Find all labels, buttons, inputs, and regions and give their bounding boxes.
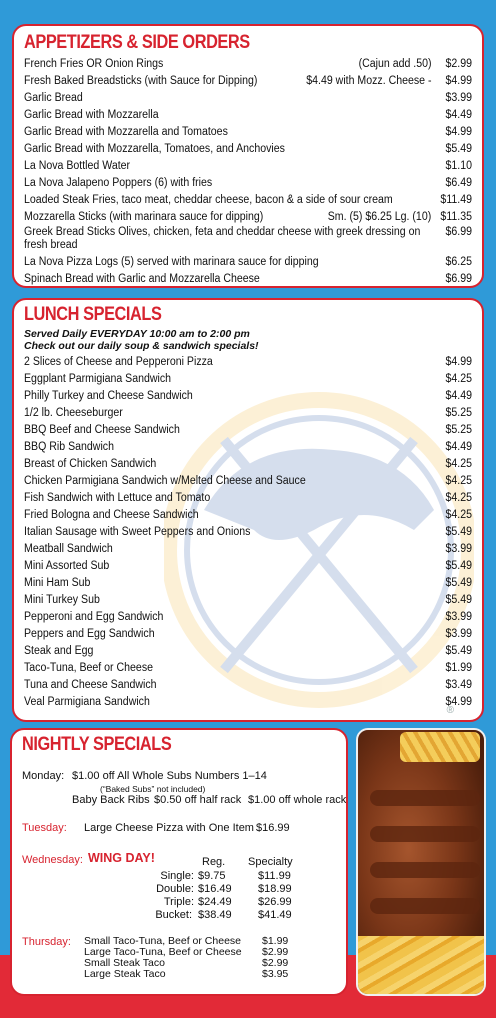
item-name: French Fries OR Onion Rings <box>24 58 164 70</box>
thursday-item: Small Taco-Tuna, Beef or Cheese <box>84 935 241 947</box>
menu-item <box>24 575 472 592</box>
thursday-price: $2.99 <box>262 946 289 958</box>
item-name: Veal Parmigiana Sandwich <box>24 696 150 708</box>
item-price: $5.49 <box>445 577 473 589</box>
item-price: $5.49 <box>445 560 473 572</box>
tuesday-label: Tuesday: <box>22 822 67 834</box>
item-name: Garlic Bread with Mozzarella, Tomatoes, and Anchovies <box>24 143 285 155</box>
menu-item <box>24 271 472 288</box>
item-name: Garlic Bread with Mozzarella and Tomatoes <box>24 126 228 138</box>
menu-item <box>24 226 472 254</box>
menu-item <box>24 192 472 209</box>
lunch-daily-note: Check out our daily soup & sandwich specials! <box>24 340 259 352</box>
item-price: $5.25 <box>445 407 473 419</box>
menu-item <box>24 107 472 124</box>
item-price: $6.99 <box>445 226 473 238</box>
item-name: Breast of Chicken Sandwich <box>24 458 157 470</box>
monday-line: $1.00 off All Whole Subs Numbers 1–14 <box>72 770 267 782</box>
item-price: $4.25 <box>445 373 473 385</box>
wing-specialty-price: $26.99 <box>258 896 292 908</box>
menu-item <box>24 56 472 73</box>
item-name: Chicken Parmigiana Sandwich w/Melted Cheese and Sauce <box>24 475 306 487</box>
item-option: $4.49 with Mozz. Cheese - <box>306 75 432 87</box>
menu-item <box>24 456 472 473</box>
menu-item <box>24 660 472 677</box>
menu-item <box>24 643 472 660</box>
thursday-price: $3.95 <box>262 968 289 980</box>
item-price: $6.49 <box>445 177 473 189</box>
lunch-list <box>24 354 472 711</box>
nightly-panel <box>10 728 348 996</box>
item-price: $4.99 <box>445 75 473 87</box>
item-price: $4.25 <box>445 509 473 521</box>
rib-bone <box>370 862 480 878</box>
tuesday-item: Large Cheese Pizza with One Item <box>84 822 254 834</box>
item-price: $11.35 <box>440 211 473 223</box>
item-name: 2 Slices of Cheese and Pepperoni Pizza <box>24 356 213 368</box>
item-price: $11.49 <box>440 194 473 206</box>
menu-item <box>24 490 472 507</box>
monday-whole-rack: $1.00 off whole rack <box>248 794 347 806</box>
item-name: Mozzarella Sticks (with marinara sauce for dipping) <box>24 211 264 223</box>
menu-item <box>24 473 472 490</box>
item-name: Greek Bread Sticks Olives, chicken, feta and cheddar cheese with greek dressing on fresh bread <box>24 226 421 251</box>
lunch-hours-note: Served Daily EVERYDAY 10:00 am to 2:00 pm <box>24 328 250 340</box>
tuesday-price: $16.99 <box>256 822 290 834</box>
item-name: Mini Ham Sub <box>24 577 91 589</box>
wing-col-specialty: Specialty <box>248 856 293 868</box>
wing-size: Bucket: <box>155 909 192 921</box>
menu-item <box>24 354 472 371</box>
item-price: $3.99 <box>445 543 473 555</box>
menu-item <box>24 694 472 711</box>
item-price: $4.25 <box>445 492 473 504</box>
item-name: Mini Assorted Sub <box>24 560 110 572</box>
monday-note: (“Baked Subs” not included) <box>100 784 206 794</box>
item-price: $6.25 <box>445 256 473 268</box>
menu-item <box>24 141 472 158</box>
item-price: $5.49 <box>445 594 473 606</box>
item-name: Spinach Bread with Garlic and Mozzarella Cheese <box>24 273 260 285</box>
menu-item <box>24 388 472 405</box>
item-price: $5.49 <box>445 143 473 155</box>
lunch-panel <box>12 298 484 722</box>
wing-col-reg: Reg. <box>202 856 226 868</box>
menu-item <box>24 209 472 226</box>
menu-item <box>24 371 472 388</box>
menu-item <box>24 524 472 541</box>
item-name: Steak and Egg <box>24 645 94 657</box>
item-price: $4.99 <box>445 126 473 138</box>
wing-size: Triple: <box>163 896 194 908</box>
appetizers-list <box>24 56 472 288</box>
wing-reg-price: $38.49 <box>198 909 232 921</box>
item-price: $4.49 <box>445 109 473 121</box>
menu-item <box>24 439 472 456</box>
wing-specialty-price: $18.99 <box>258 883 292 895</box>
wing-reg-price: $16.49 <box>198 883 232 895</box>
item-option: Sm. (5) $6.25 Lg. (10) <box>327 211 432 223</box>
wing-specialty-price: $11.99 <box>258 870 291 882</box>
wednesday-label: Wednesday: <box>22 854 83 866</box>
item-name: BBQ Rib Sandwich <box>24 441 114 453</box>
item-name: Eggplant Parmigiana Sandwich <box>24 373 172 385</box>
wing-size: Single: <box>160 870 194 882</box>
menu-item <box>24 158 472 175</box>
menu-item <box>24 254 472 271</box>
item-name: Garlic Bread <box>24 92 83 104</box>
rib-bone <box>370 898 480 914</box>
fries-top <box>400 732 480 762</box>
item-price: $3.49 <box>445 679 473 691</box>
item-name: Mini Turkey Sub <box>24 594 100 606</box>
menu-item <box>24 90 472 107</box>
thursday-price: $2.99 <box>262 957 289 969</box>
registered-mark: ® <box>446 705 454 716</box>
item-price: $1.10 <box>445 160 473 172</box>
menu-item <box>24 558 472 575</box>
wing-reg-price: $24.49 <box>198 896 232 908</box>
item-price: $4.49 <box>445 441 473 453</box>
thursday-price: $1.99 <box>262 935 289 947</box>
thursday-item: Large Steak Taco <box>84 968 166 980</box>
menu-item <box>24 541 472 558</box>
item-price: $5.49 <box>445 526 473 538</box>
item-price: $3.99 <box>445 628 473 640</box>
item-name: Loaded Steak Fries, taco meat, cheddar cheese, bacon & a side of sour cream <box>24 194 393 206</box>
menu-item <box>24 175 472 192</box>
item-price: $3.99 <box>445 92 473 104</box>
menu-item <box>24 422 472 439</box>
item-price: $4.99 <box>445 356 473 368</box>
item-price: $4.99 <box>445 696 473 708</box>
item-name: Fish Sandwich with Lettuce and Tomato <box>24 492 211 504</box>
item-name: La Nova Jalapeno Poppers (6) with fries <box>24 177 213 189</box>
item-price: $5.25 <box>445 424 473 436</box>
item-name: BBQ Beef and Cheese Sandwich <box>24 424 180 436</box>
menu-item <box>24 124 472 141</box>
wing-day-title: WING DAY! <box>88 851 155 865</box>
wing-reg-price: $9.75 <box>198 870 226 882</box>
item-name: Garlic Bread with Mozzarella <box>24 109 159 121</box>
menu-item <box>24 592 472 609</box>
item-price: $4.25 <box>445 475 473 487</box>
item-name: Tuna and Cheese Sandwich <box>24 679 157 691</box>
item-name: Meatball Sandwich <box>24 543 113 555</box>
item-price: $4.25 <box>445 458 473 470</box>
item-name: Fresh Baked Breadsticks (with Sauce for Dipping) <box>24 75 258 87</box>
item-name: Taco-Tuna, Beef or Cheese <box>24 662 154 674</box>
menu-item <box>24 507 472 524</box>
lunch-heading: LUNCH SPECIALS <box>24 304 162 325</box>
thursday-item: Large Taco-Tuna, Beef or Cheese <box>84 946 242 958</box>
wing-specialty-price: $41.49 <box>258 909 292 921</box>
ribs-and-fries-photo <box>356 728 486 996</box>
monday-label: Monday: <box>22 770 65 782</box>
rib-bone <box>370 826 480 842</box>
rib-bone <box>370 790 480 806</box>
nightly-heading: NIGHTLY SPECIALS <box>22 734 172 755</box>
item-price: $1.99 <box>445 662 473 674</box>
item-name: Pepperoni and Egg Sandwich <box>24 611 164 623</box>
wing-size: Double: <box>156 883 194 895</box>
item-name: Fried Bologna and Cheese Sandwich <box>24 509 199 521</box>
monday-ribs: Baby Back Ribs <box>72 794 150 806</box>
menu-item <box>24 405 472 422</box>
menu-item <box>24 609 472 626</box>
item-option: (Cajun add .50) <box>358 58 432 70</box>
item-price: $2.99 <box>445 58 473 70</box>
item-name: Peppers and Egg Sandwich <box>24 628 155 640</box>
thursday-item: Small Steak Taco <box>84 957 165 969</box>
menu-item <box>24 626 472 643</box>
item-name: La Nova Bottled Water <box>24 160 131 172</box>
menu-item <box>24 677 472 694</box>
fries-bottom <box>358 936 484 994</box>
item-name: Italian Sausage with Sweet Peppers and Onions <box>24 526 251 538</box>
item-name: La Nova Pizza Logs (5) served with marinara sauce for dipping <box>24 256 319 268</box>
item-price: $3.99 <box>445 611 473 623</box>
item-name: Philly Turkey and Cheese Sandwich <box>24 390 193 402</box>
thursday-label: Thursday: <box>22 936 71 948</box>
appetizers-panel <box>12 24 484 288</box>
appetizers-heading: APPETIZERS & SIDE ORDERS <box>24 32 250 53</box>
menu-item <box>24 73 472 90</box>
monday-half-rack: $0.50 off half rack <box>154 794 242 806</box>
item-name: 1/2 lb. Cheeseburger <box>24 407 123 419</box>
item-price: $5.49 <box>445 645 473 657</box>
item-price: $6.99 <box>445 273 473 285</box>
item-price: $4.49 <box>445 390 473 402</box>
